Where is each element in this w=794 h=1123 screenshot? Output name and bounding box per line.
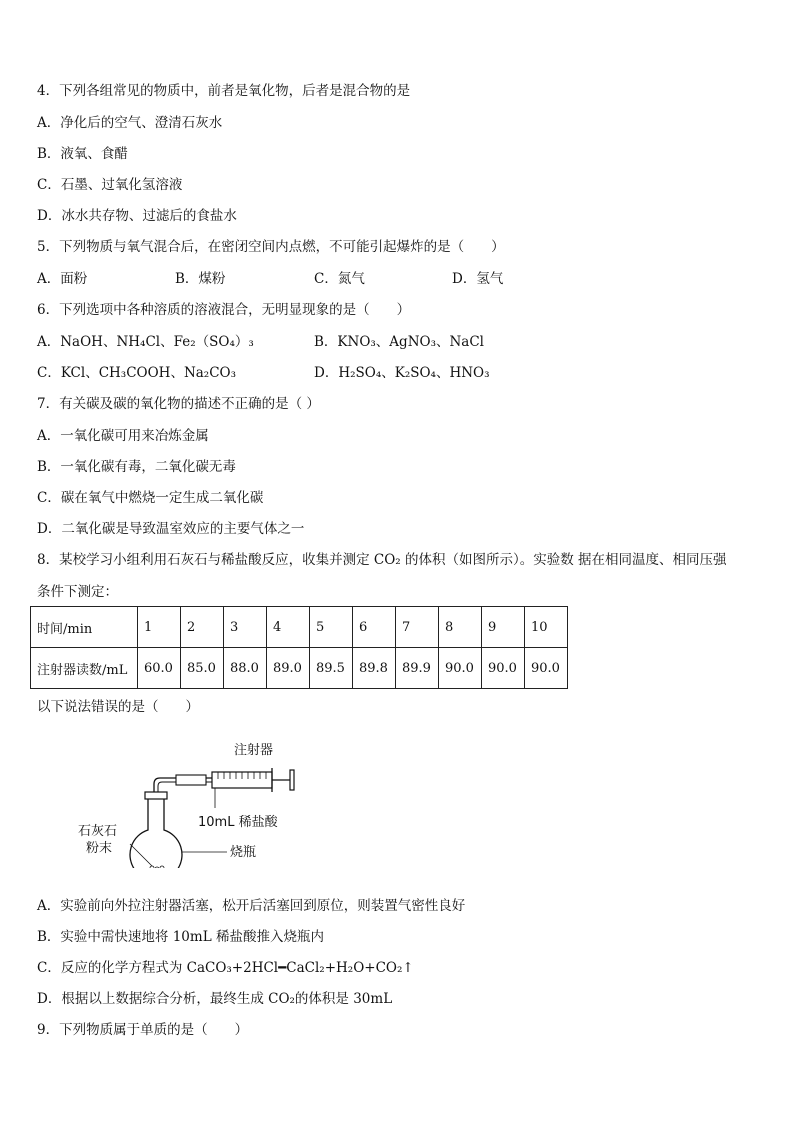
question-6-stem: 6．下列选项中各种溶质的溶液混合，无明显现象的是（ ） [37, 302, 411, 318]
time-cell: 7 [396, 607, 439, 648]
question-8-stem-line-1: 8．某校学习小组利用石灰石与稀盐酸反应，收集并测定 CO₂ 的体积（如图所示）。实验数 据在相同温度、相同压强 [37, 552, 727, 568]
time-cell: 5 [310, 607, 353, 648]
data-table [30, 606, 568, 689]
question-5-option-a: A．面粉 [37, 271, 88, 287]
tube-connector-icon [176, 775, 206, 785]
reading-cell: 85.0 [181, 648, 224, 689]
plunger-icon [290, 770, 294, 790]
question-8-prompt: 以下说法错误的是（ ） [37, 699, 199, 715]
question-7-option-d: D．二氧化碳是导致温室效应的主要气体之一 [37, 521, 305, 537]
reading-cell: 89.0 [267, 648, 310, 689]
acid-label: 10mL 稀盐酸 [198, 815, 278, 830]
flask-icon [130, 798, 182, 868]
question-4-option-b: B．液氧、食醋 [37, 146, 128, 162]
table-row-reading [31, 648, 568, 689]
reading-cell: 90.0 [482, 648, 525, 689]
limestone-label-line-2: 粉末 [86, 841, 113, 856]
question-9-stem: 9．下列物质属于单质的是（ ） [37, 1022, 249, 1038]
table-row-time [31, 607, 568, 648]
question-8-option-b: B．实验中需快速地将 10mL 稀盐酸推入烧瓶内 [37, 929, 324, 945]
question-4-option-d: D．冰水共存物、过滤后的食盐水 [37, 208, 237, 224]
question-8-option-a: A．实验前向外拉注射器活塞，松开后活塞回到原位，则装置气密性良好 [37, 898, 466, 914]
question-6-option-b: B．KNO₃、AgNO₃、NaCl [314, 334, 484, 350]
question-5-option-d: D．氢气 [452, 271, 504, 287]
reading-cell: 60.0 [138, 648, 181, 689]
reading-cell: 90.0 [439, 648, 482, 689]
question-7-option-c: C．碳在氧气中燃烧一定生成二氧化碳 [37, 490, 264, 506]
reading-cell: 89.5 [310, 648, 353, 689]
question-8-option-d: D．根据以上数据综合分析，最终生成 CO₂的体积是 30mL [37, 991, 393, 1007]
time-cell: 6 [353, 607, 396, 648]
question-6-option-c: C．KCl、CH₃COOH、Na₂CO₃ [37, 365, 237, 381]
time-cell: 1 [138, 607, 181, 648]
limestone-powder-icon [150, 866, 164, 868]
time-cell: 9 [482, 607, 525, 648]
time-cell: 8 [439, 607, 482, 648]
reading-cell: 89.8 [353, 648, 396, 689]
question-4-stem: 4．下列各组常见的物质中，前者是氧化物，后者是混合物的是 [37, 83, 411, 99]
question-5-stem: 5．下列物质与氧气混合后，在密闭空间内点燃，不可能引起爆炸的是（ ） [37, 239, 505, 255]
question-6-option-a: A．NaOH、NH₄Cl、Fe₂（SO₄）₃ [37, 334, 254, 350]
stopper-icon [145, 792, 167, 799]
syringe-label: 注射器 [234, 743, 274, 758]
apparatus-diagram [72, 738, 312, 868]
question-8-stem-line-2: 条件下测定： [37, 584, 118, 600]
time-header-cell: 时间/min [31, 607, 138, 648]
reading-cell: 88.0 [224, 648, 267, 689]
question-5-option-b: B．煤粉 [175, 271, 226, 287]
question-6-option-d: D．H₂SO₄、K₂SO₄、HNO₃ [314, 365, 490, 381]
time-cell: 3 [224, 607, 267, 648]
question-5-option-c: C．氮气 [314, 271, 365, 287]
limestone-label-line-1: 石灰石 [78, 824, 118, 839]
flask-label: 烧瓶 [230, 845, 257, 860]
time-cell: 2 [181, 607, 224, 648]
reading-header-cell: 注射器读数/mL [31, 648, 138, 689]
question-4-option-c: C．石墨、过氧化氢溶液 [37, 177, 183, 193]
question-7-stem: 7．有关碳及碳的氧化物的描述不正确的是（ ） [37, 396, 320, 412]
question-4-option-a: A．净化后的空气、澄清石灰水 [37, 115, 223, 131]
question-7-option-b: B．一氧化碳有毒，二氧化碳无毒 [37, 459, 236, 475]
reading-cell: 90.0 [525, 648, 568, 689]
question-8-option-c: C．反应的化学方程式为 CaCO₃+2HCl━CaCl₂+H₂O+CO₂↑ [37, 960, 414, 976]
time-cell: 4 [267, 607, 310, 648]
question-7-option-a: A．一氧化碳可用来冶炼金属 [37, 428, 209, 444]
reading-cell: 89.9 [396, 648, 439, 689]
time-cell: 10 [525, 607, 568, 648]
